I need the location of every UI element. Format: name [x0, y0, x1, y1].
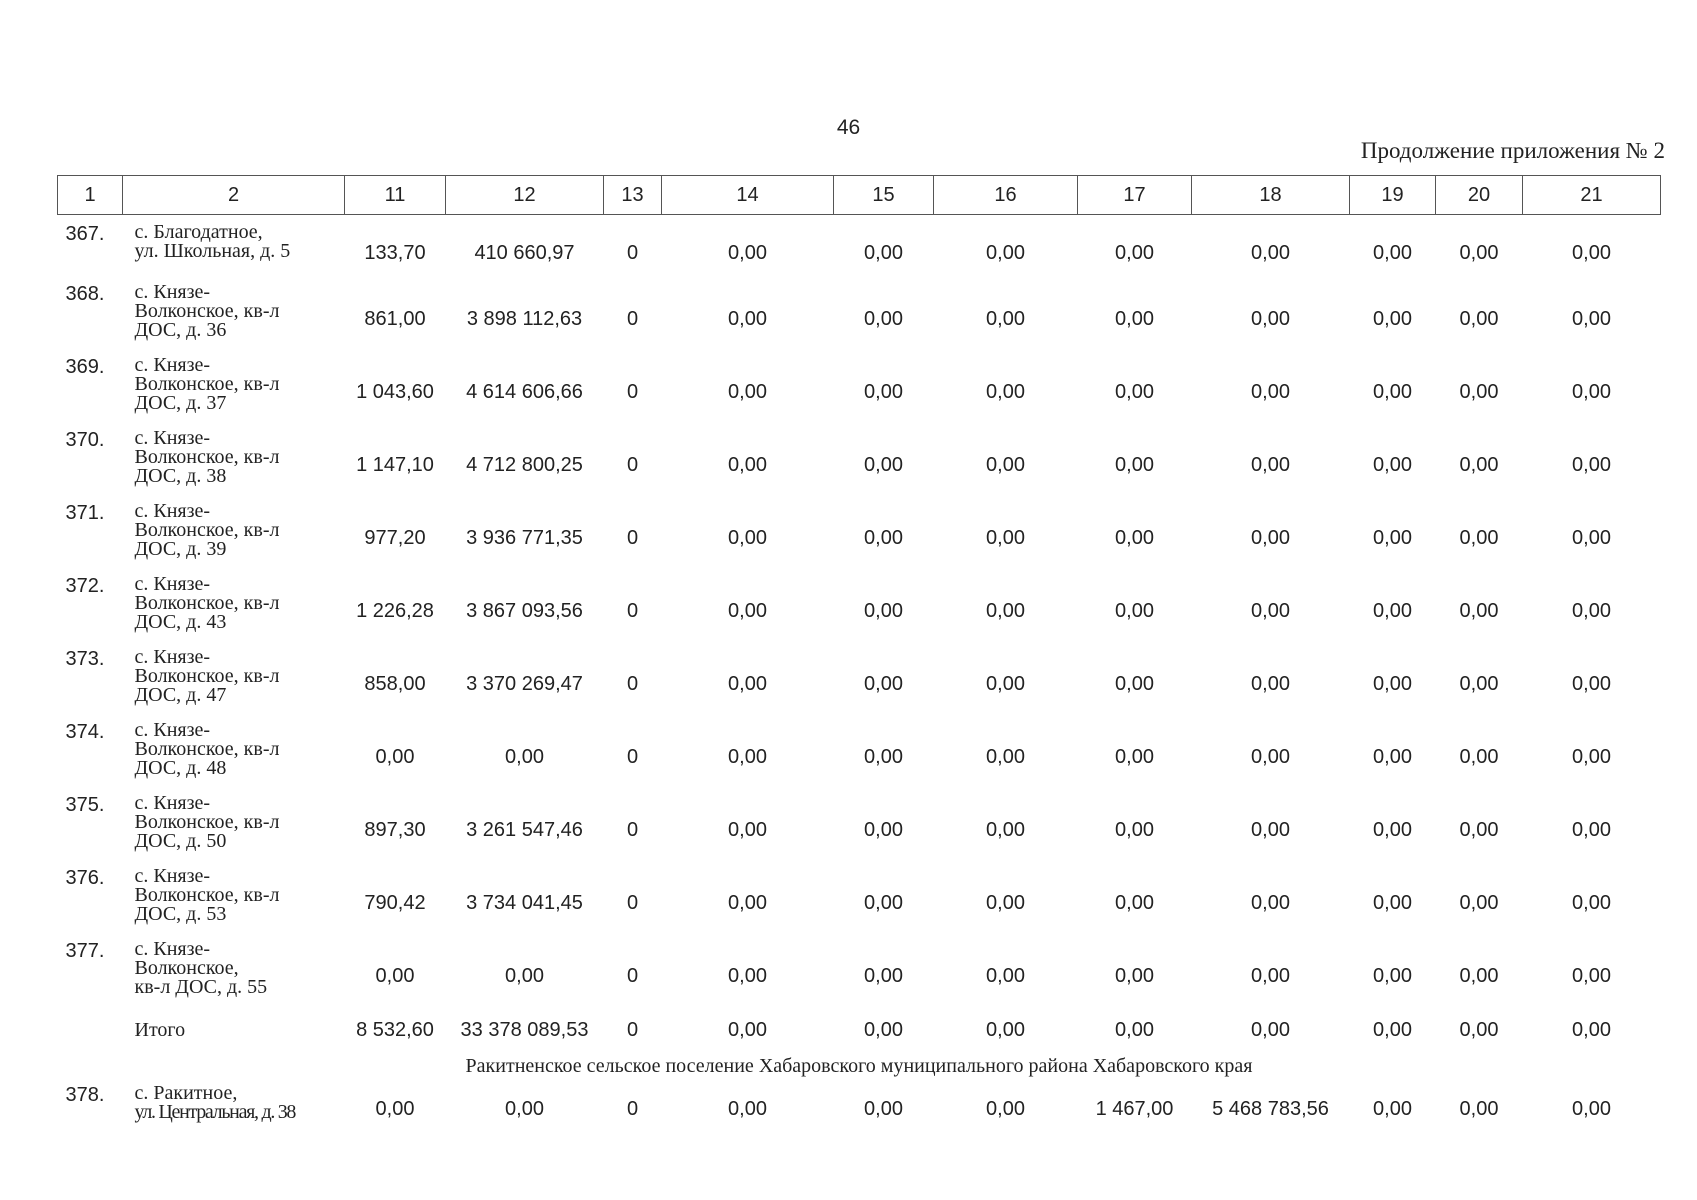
- value-cell: 0: [626, 1097, 639, 1120]
- value-cell: 0,00: [986, 381, 1025, 403]
- value-cell: 1 043,60: [356, 381, 434, 403]
- value-cell: 0,00: [1572, 600, 1611, 622]
- value-cell: 0,00: [1572, 241, 1611, 264]
- value-cell: 0,00: [986, 454, 1025, 476]
- address-line: Волконское, кв-л: [134, 373, 280, 395]
- value-cell: 0,00: [1459, 965, 1499, 987]
- address-line: Волконское, кв-л: [134, 592, 280, 614]
- value-cell: 0,00: [986, 527, 1025, 549]
- value-cell: 0,00: [1373, 746, 1412, 768]
- value-cell: 0,00: [864, 965, 903, 987]
- value-cell: 0: [626, 819, 639, 841]
- col-header: 17: [1078, 176, 1192, 215]
- table-row: [58, 1084, 1661, 1134]
- total-value: 0,00: [1373, 1019, 1412, 1041]
- address-line: Волконское, кв-л: [134, 884, 280, 906]
- value-cell: 0,00: [1459, 381, 1499, 403]
- row-number: 370.: [65, 429, 105, 451]
- value-cell: 0,00: [505, 746, 544, 768]
- address-line: с. Князе-: [134, 646, 211, 668]
- table-row: [58, 429, 1661, 502]
- value-cell: 1 147,10: [356, 454, 434, 476]
- value-cell: 0: [626, 308, 639, 330]
- col-header: 2: [123, 176, 345, 215]
- value-cell: 0,00: [1572, 819, 1611, 841]
- value-cell: 0,00: [986, 241, 1025, 264]
- value-cell: 0,00: [1251, 673, 1290, 695]
- value-cell: 3 898 112,63: [466, 308, 583, 330]
- value-cell: 0,00: [728, 241, 767, 264]
- row-number: [58, 1013, 123, 1048]
- address-line: с. Ракитное,: [134, 1082, 238, 1104]
- value-cell: 0,00: [1459, 1097, 1499, 1120]
- address-line: с. Князе-: [134, 865, 211, 887]
- value-cell: 133,70: [364, 241, 426, 264]
- value-cell: 0,00: [1115, 600, 1154, 622]
- value-cell: 0,00: [1251, 381, 1290, 403]
- table-row: [58, 356, 1661, 429]
- value-cell: 410 660,97: [474, 241, 575, 264]
- row-number: 367.: [65, 223, 105, 245]
- address-line: ДОС, д. 47: [134, 684, 227, 706]
- address-line: с. Князе-: [134, 427, 211, 449]
- total-value: 0: [626, 1019, 639, 1041]
- value-cell: 0,00: [728, 965, 767, 987]
- value-cell: 0,00: [1251, 308, 1290, 330]
- address-line: Волконское,: [134, 957, 239, 979]
- table-row: [58, 940, 1661, 1013]
- value-cell: 0,00: [1373, 1097, 1412, 1120]
- value-cell: 0,00: [728, 308, 767, 330]
- value-cell: 0,00: [1115, 308, 1154, 330]
- header-row: [58, 176, 1661, 215]
- total-value: 0,00: [728, 1019, 767, 1041]
- address-line: ул. Центральная, д. 38: [134, 1101, 296, 1123]
- value-cell: 0: [626, 892, 639, 914]
- value-cell: 0,00: [728, 600, 767, 622]
- address-line: ДОС, д. 50: [134, 830, 227, 852]
- address-line: ДОС, д. 36: [134, 319, 227, 341]
- address-cell: [123, 721, 345, 794]
- value-cell: 0,00: [986, 673, 1025, 695]
- value-cell: 0,00: [1572, 454, 1611, 476]
- table-row: [58, 215, 1661, 284]
- value-cell: 0,00: [1373, 527, 1412, 549]
- address-line: с. Князе-: [134, 938, 211, 960]
- table-row: [58, 648, 1661, 721]
- col-header: 16: [934, 176, 1078, 215]
- address-line: ДОС, д. 48: [134, 757, 227, 779]
- value-cell: 0: [626, 454, 639, 476]
- row-number: 376.: [65, 867, 105, 889]
- value-cell: 0,00: [1459, 527, 1499, 549]
- value-cell: 0,00: [728, 746, 767, 768]
- value-cell: 0: [626, 241, 639, 264]
- value-cell: 3 370 269,47: [466, 673, 583, 695]
- section-row: [58, 1048, 1661, 1084]
- address-cell: [123, 940, 345, 1013]
- value-cell: 977,20: [364, 527, 426, 549]
- address-line: Волконское, кв-л: [134, 738, 280, 760]
- address-line: Волконское, кв-л: [134, 519, 280, 541]
- value-cell: 0,00: [1459, 819, 1499, 841]
- col-header: 14: [662, 176, 834, 215]
- data-table: [57, 175, 1661, 1134]
- value-cell: 0: [626, 673, 639, 695]
- value-cell: 0,00: [1373, 241, 1412, 264]
- value-cell: 0,00: [1251, 819, 1290, 841]
- address-line: Волконское, кв-л: [134, 446, 280, 468]
- value-cell: 0,00: [864, 381, 903, 403]
- value-cell: 0,00: [1115, 241, 1154, 264]
- value-cell: 0,00: [986, 819, 1025, 841]
- total-value: 0,00: [1115, 1019, 1154, 1041]
- value-cell: 0: [626, 381, 639, 403]
- table-row: [58, 867, 1661, 940]
- value-cell: 0,00: [1373, 965, 1412, 987]
- value-cell: 0,00: [1459, 673, 1499, 695]
- col-header: 18: [1192, 176, 1350, 215]
- total-value: 0,00: [864, 1019, 903, 1041]
- total-label: Итого: [134, 1019, 186, 1041]
- address-line: с. Князе-: [134, 792, 211, 814]
- address-line: ДОС, д. 38: [134, 465, 227, 487]
- row-number: 375.: [65, 794, 105, 816]
- value-cell: 0,00: [1115, 819, 1154, 841]
- address-line: с. Князе-: [134, 719, 211, 741]
- value-cell: 0,00: [1115, 746, 1154, 768]
- value-cell: 0,00: [1572, 1097, 1611, 1120]
- value-cell: 0,00: [986, 600, 1025, 622]
- value-cell: 0: [626, 600, 639, 622]
- value-cell: 0,00: [375, 1097, 415, 1120]
- col-header: 20: [1436, 176, 1523, 215]
- value-cell: 0,00: [864, 527, 903, 549]
- address-line: кв-л ДОС, д. 55: [134, 976, 268, 998]
- value-cell: 0,00: [864, 308, 903, 330]
- table-row: [58, 794, 1661, 867]
- row-number: 378.: [65, 1084, 105, 1106]
- col-header: 1: [58, 176, 123, 215]
- address-cell: [123, 867, 345, 940]
- value-cell: 858,00: [364, 673, 426, 695]
- value-cell: 0,00: [1459, 308, 1499, 330]
- total-value: 0,00: [986, 1019, 1025, 1041]
- address-line: Волконское, кв-л: [134, 300, 280, 322]
- address-line: ДОС, д. 53: [134, 903, 227, 925]
- value-cell: 0,00: [1572, 673, 1611, 695]
- address-cell: [123, 283, 345, 356]
- value-cell: 0,00: [1115, 454, 1154, 476]
- value-cell: 0,00: [728, 892, 767, 914]
- address-line: с. Князе-: [134, 281, 211, 303]
- value-cell: 1 467,00: [1095, 1097, 1174, 1120]
- value-cell: 0,00: [864, 819, 903, 841]
- value-cell: 0,00: [1572, 746, 1611, 768]
- address-cell: [123, 648, 345, 721]
- total-value: 8 532,60: [356, 1019, 434, 1041]
- value-cell: 0,00: [1572, 308, 1611, 330]
- value-cell: 0,00: [1373, 892, 1412, 914]
- value-cell: 0,00: [1115, 892, 1154, 914]
- value-cell: 0,00: [1373, 308, 1412, 330]
- value-cell: 0,00: [1251, 241, 1290, 264]
- value-cell: 0,00: [375, 746, 415, 768]
- value-cell: 0,00: [1459, 600, 1499, 622]
- value-cell: 3 734 041,45: [466, 892, 583, 914]
- value-cell: 0,00: [1459, 454, 1499, 476]
- row-number: 368.: [65, 283, 105, 305]
- address-line: с. Князе-: [134, 500, 211, 522]
- value-cell: 0,00: [1251, 454, 1290, 476]
- value-cell: 0,00: [1373, 381, 1412, 403]
- row-number: 372.: [65, 575, 105, 597]
- value-cell: 0,00: [1251, 892, 1290, 914]
- address-cell: [123, 356, 345, 429]
- table-row: [58, 283, 1661, 356]
- value-cell: 0,00: [1572, 527, 1611, 549]
- value-cell: 0,00: [986, 308, 1025, 330]
- value-cell: 0,00: [1459, 241, 1499, 264]
- table-row: [58, 575, 1661, 648]
- value-cell: 0,00: [1373, 673, 1412, 695]
- value-cell: 861,00: [364, 308, 426, 330]
- value-cell: 0,00: [1373, 600, 1412, 622]
- value-cell: 0,00: [864, 600, 903, 622]
- value-cell: 897,30: [364, 819, 426, 841]
- address-cell: [123, 794, 345, 867]
- address-line: ДОС, д. 43: [134, 611, 227, 633]
- row-number: 369.: [65, 356, 105, 378]
- continuation-label: Продолжение приложения № 2: [1360, 138, 1665, 163]
- value-cell: 0,00: [728, 819, 767, 841]
- table-row: [58, 721, 1661, 794]
- value-cell: 0,00: [728, 381, 767, 403]
- address-line: ДОС, д. 39: [134, 538, 227, 560]
- address-line: ДОС, д. 37: [134, 392, 227, 414]
- col-header: 11: [345, 176, 446, 215]
- value-cell: 3 261 547,46: [466, 819, 583, 841]
- value-cell: 790,42: [364, 892, 426, 914]
- value-cell: 0,00: [864, 241, 903, 264]
- value-cell: 0,00: [1572, 965, 1611, 987]
- address-cell: [123, 1084, 345, 1134]
- value-cell: 0,00: [864, 746, 903, 768]
- value-cell: 0,00: [728, 527, 767, 549]
- address-line: ул. Школьная, д. 5: [134, 240, 291, 262]
- value-cell: 0,00: [1251, 965, 1290, 987]
- value-cell: 0,00: [1251, 527, 1290, 549]
- value-cell: 4 712 800,25: [466, 454, 583, 476]
- value-cell: 0,00: [1115, 965, 1154, 987]
- value-cell: 1 226,28: [356, 600, 434, 622]
- value-cell: 0,00: [986, 965, 1025, 987]
- value-cell: 0,00: [728, 673, 767, 695]
- row-number: 377.: [65, 940, 105, 962]
- value-cell: 0,00: [1115, 527, 1154, 549]
- total-value: 33 378 089,53: [460, 1019, 589, 1041]
- value-cell: 0,00: [375, 965, 415, 987]
- col-header: 19: [1350, 176, 1436, 215]
- col-header: 12: [446, 176, 604, 215]
- address-cell: [123, 575, 345, 648]
- value-cell: 5 468 783,56: [1212, 1097, 1329, 1120]
- col-header: 15: [834, 176, 934, 215]
- value-cell: 0: [626, 965, 639, 987]
- address-line: Волконское, кв-л: [134, 811, 280, 833]
- value-cell: 0,00: [728, 1097, 767, 1120]
- value-cell: 0: [626, 527, 639, 549]
- page-number: 46: [836, 116, 861, 139]
- address-line: Волконское, кв-л: [134, 665, 280, 687]
- table-row: [58, 502, 1661, 575]
- total-row: [58, 1013, 1661, 1048]
- value-cell: 4 614 606,66: [466, 381, 583, 403]
- value-cell: 0,00: [864, 892, 903, 914]
- value-cell: 0,00: [1251, 746, 1290, 768]
- address-cell: [123, 215, 345, 284]
- total-value: 0,00: [1251, 1019, 1290, 1041]
- row-number: 371.: [65, 502, 105, 524]
- value-cell: 0,00: [728, 454, 767, 476]
- value-cell: 0,00: [505, 965, 544, 987]
- address-line: с. Князе-: [134, 354, 211, 376]
- value-cell: 0,00: [1572, 892, 1611, 914]
- value-cell: 0: [626, 746, 639, 768]
- address-cell: [123, 429, 345, 502]
- value-cell: 0,00: [1373, 819, 1412, 841]
- value-cell: 0,00: [1115, 673, 1154, 695]
- address-line: с. Князе-: [134, 573, 211, 595]
- value-cell: 0,00: [505, 1097, 544, 1120]
- total-value: 0,00: [1459, 1019, 1499, 1041]
- value-cell: 3 936 771,35: [466, 527, 583, 549]
- value-cell: 0,00: [1572, 381, 1611, 403]
- value-cell: 0,00: [864, 673, 903, 695]
- value-cell: 0,00: [864, 1097, 903, 1120]
- value-cell: 0,00: [986, 1097, 1025, 1120]
- value-cell: 0,00: [864, 454, 903, 476]
- value-cell: 0,00: [1115, 381, 1154, 403]
- value-cell: 0,00: [986, 892, 1025, 914]
- address-line: с. Благодатное,: [134, 221, 263, 243]
- value-cell: 3 867 093,56: [466, 600, 583, 622]
- value-cell: 0,00: [1459, 746, 1499, 768]
- row-number: 373.: [65, 648, 105, 670]
- address-cell: [123, 502, 345, 575]
- row-number: 374.: [65, 721, 105, 743]
- value-cell: 0,00: [1459, 892, 1499, 914]
- col-header: 21: [1523, 176, 1661, 215]
- value-cell: 0,00: [1373, 454, 1412, 476]
- value-cell: 0,00: [1251, 600, 1290, 622]
- value-cell: 0,00: [986, 746, 1025, 768]
- col-header: 13: [604, 176, 662, 215]
- section-title: Ракитненское сельское поселение Хабаровского муниципального района Хабаровского края: [465, 1054, 1253, 1077]
- total-value: 0,00: [1572, 1019, 1611, 1041]
